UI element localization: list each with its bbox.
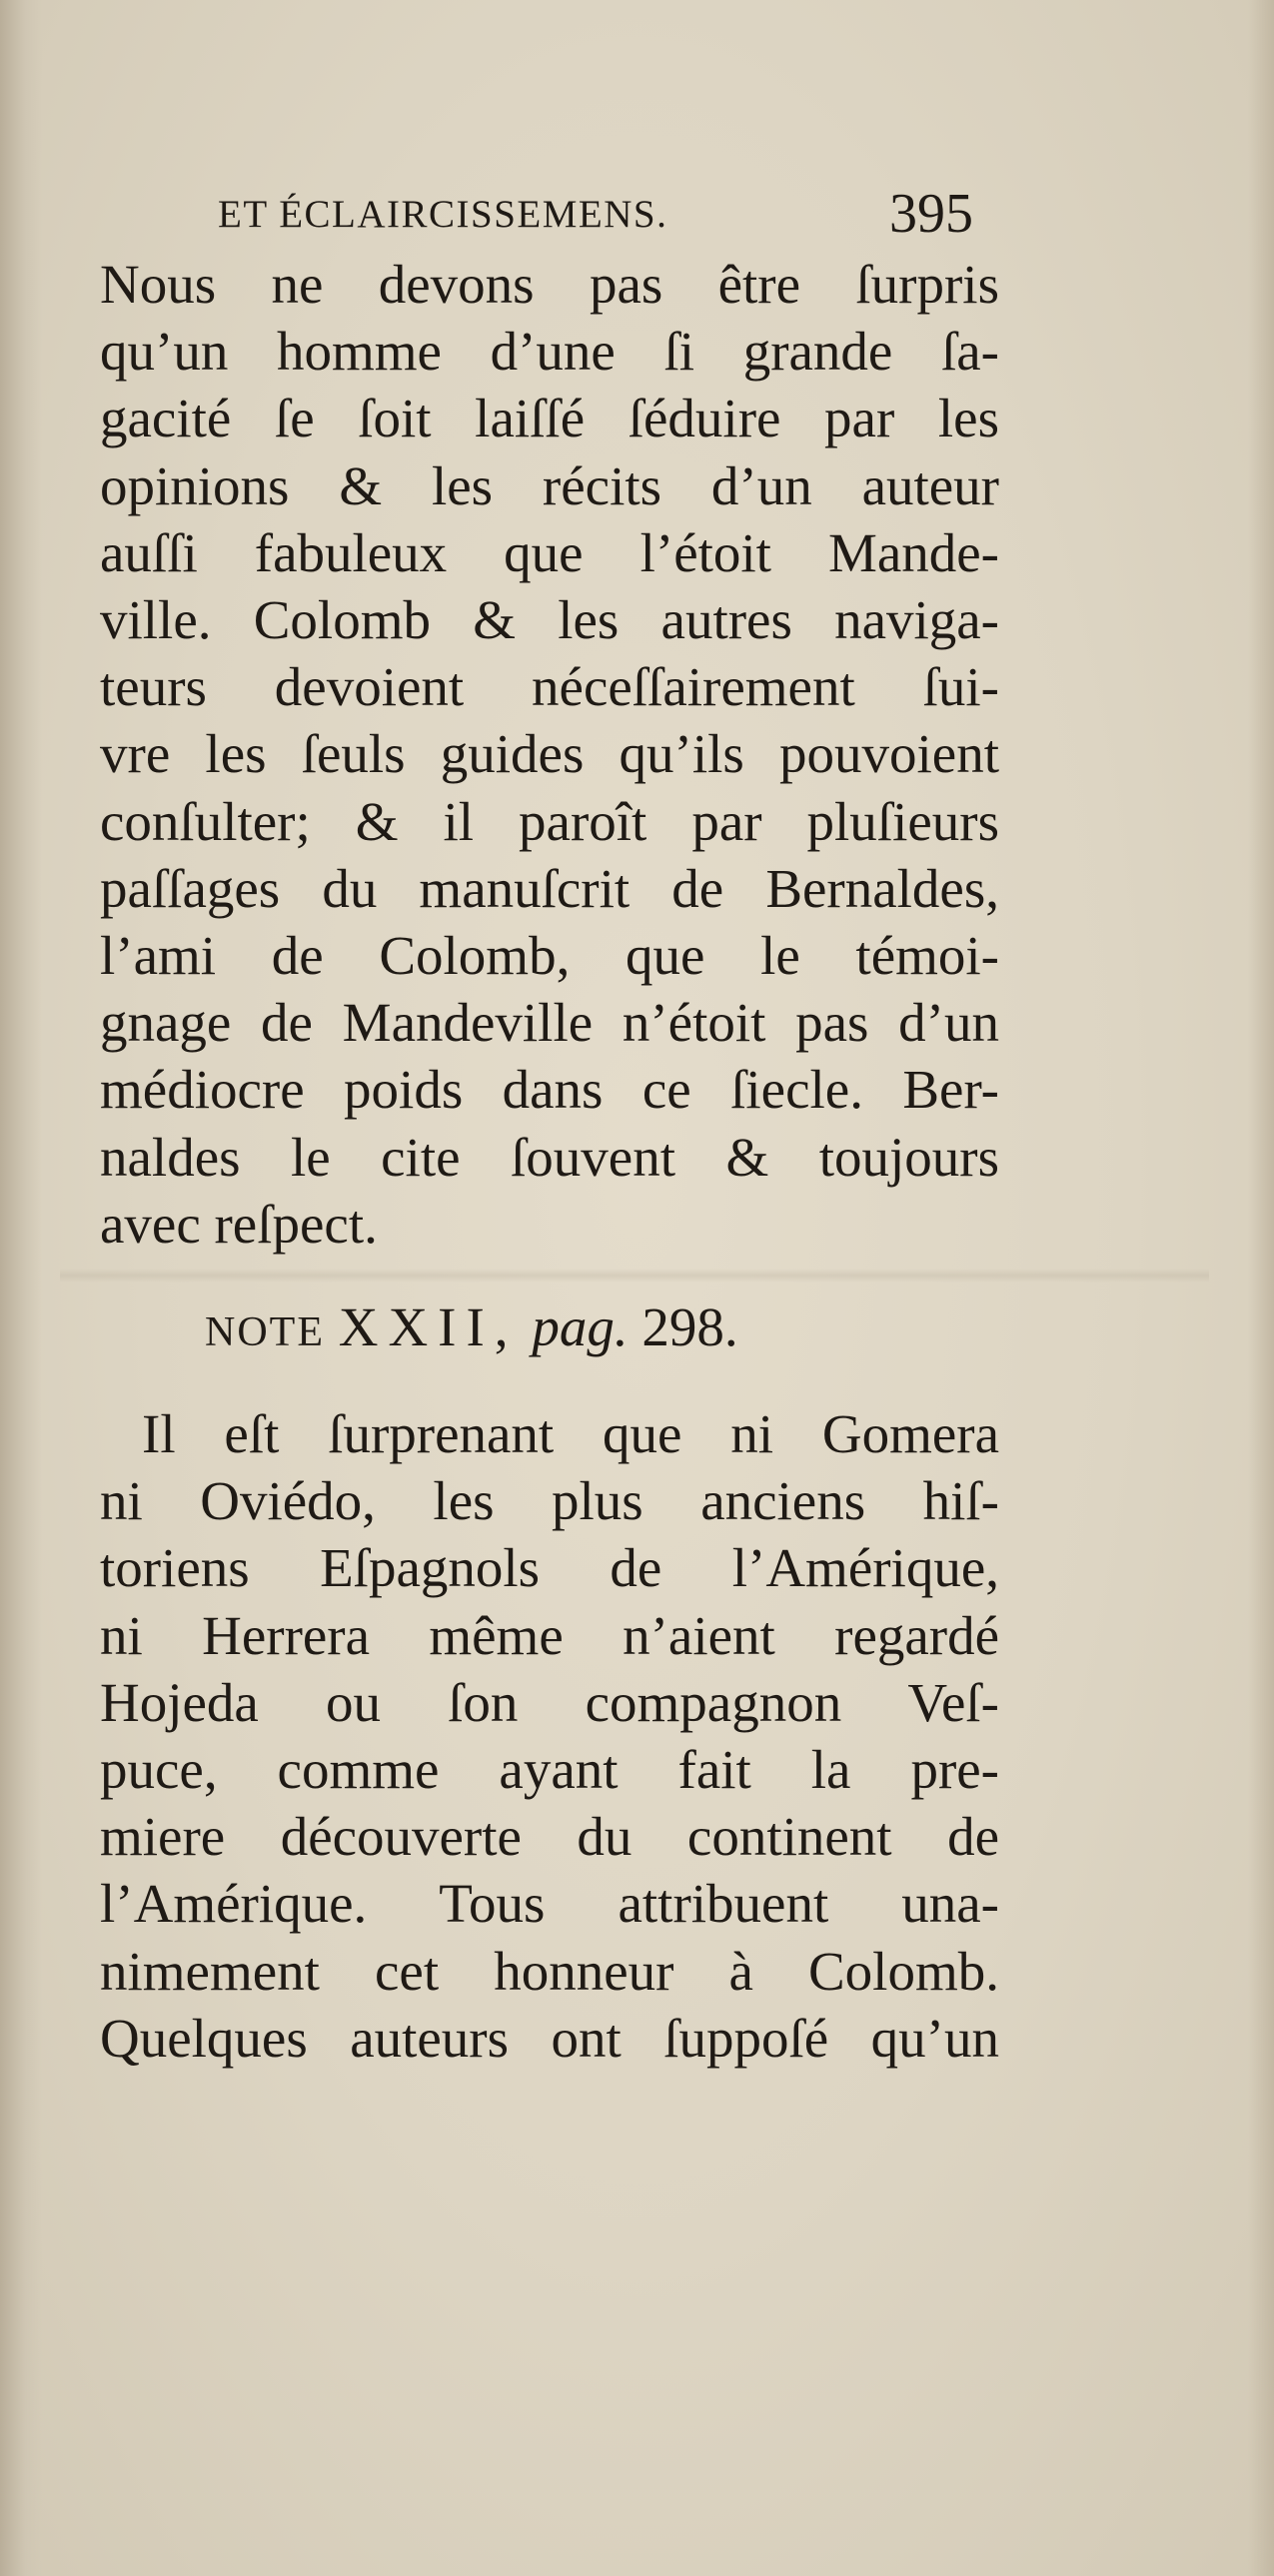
note-numeral: XXII, <box>338 1296 519 1357</box>
page-number: 395 <box>889 183 973 245</box>
text-line: paſſages du manuſcrit de Bernaldes, <box>100 857 999 919</box>
text-line: naldes le cite ſouvent & toujours <box>100 1126 999 1188</box>
text-line: l’ami de Colomb, que le témoi- <box>100 925 999 987</box>
page-header <box>218 183 1017 248</box>
text-line: gacité ſe ſoit laiſſé ſéduire par les <box>100 388 999 449</box>
text-line: ni Herrera même n’aient regardé <box>100 1604 999 1666</box>
text-line: vre les ſeuls guides qu’ils pouvoient <box>100 723 999 785</box>
text-line: nimement cet honneur à Colomb. <box>100 1940 999 2002</box>
text-line: ni Oviédo, les plus anciens hiſ- <box>100 1470 999 1532</box>
text-line: médiocre poids dans ce ſiecle. Ber- <box>100 1059 999 1121</box>
text-line: Nous ne devons pas être ſurpris <box>100 254 999 315</box>
text-line: ville. Colomb & les autres naviga- <box>100 589 999 651</box>
page-abbrev: pag. <box>532 1296 629 1357</box>
note-heading <box>205 1295 924 1358</box>
paragraph-mandeville <box>100 251 999 1258</box>
running-head: ET ÉCLAIRCISSEMENS. <box>218 193 668 236</box>
text-line: avec reſpect. <box>100 1193 378 1255</box>
text-line: auſſi fabuleux que l’étoit Mande- <box>100 521 999 583</box>
text-line: Hojeda ou ſon compagnon Veſ- <box>100 1671 999 1733</box>
text-line: l’Amérique. Tous attribuent una- <box>100 1873 999 1935</box>
text-line: toriens Eſpagnols de l’Amérique, <box>100 1537 999 1599</box>
text-line: conſulter; & il paroît par pluſieurs <box>100 790 999 852</box>
paragraph-note-xxii <box>100 1400 999 2072</box>
paper-crease <box>60 1269 1209 1283</box>
page-edge-shadow-right <box>1248 0 1274 2576</box>
text-line: Quelques auteurs ont ſuppoſé qu’un <box>100 2007 999 2069</box>
text-line: Il eſt ſurprenant que ni Gomera <box>142 1403 999 1464</box>
text-line: qu’un homme d’une ſi grande ſa- <box>100 321 999 383</box>
text-line: miere découverte du continent de <box>100 1806 999 1868</box>
text-line: opinions & les récits d’un auteur <box>100 454 999 516</box>
text-line: gnage de Mandeville n’étoit pas d’un <box>100 992 999 1054</box>
note-word: NOTE <box>205 1309 325 1355</box>
page-edge-shadow-left <box>0 0 42 2576</box>
note-page-ref: 298. <box>641 1296 738 1357</box>
text-line: teurs devoient néceſſairement ſui- <box>100 656 999 718</box>
text-line: puce, comme ayant fait la pre- <box>100 1739 999 1801</box>
